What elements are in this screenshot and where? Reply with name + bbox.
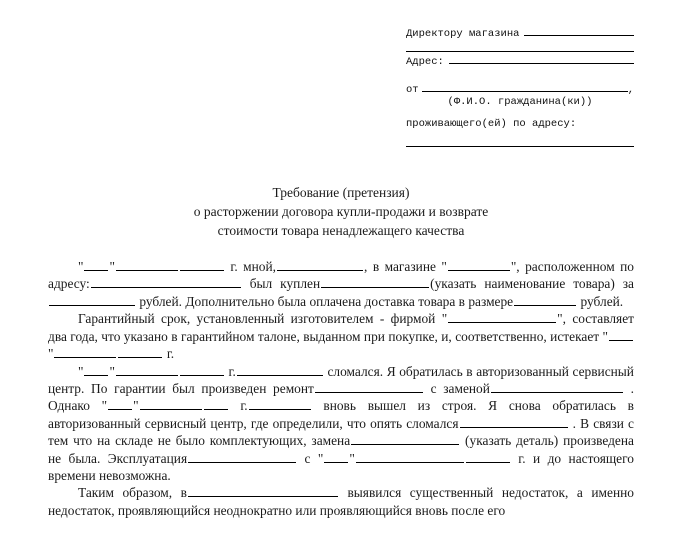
p1-buyer-blank[interactable]: [277, 259, 363, 271]
p1-shop-address-blank[interactable]: [91, 276, 241, 288]
p3-again-day-blank[interactable]: [108, 398, 132, 410]
p4-item-blank[interactable]: [188, 486, 338, 498]
p3-operation-item-blank[interactable]: [188, 451, 296, 463]
title-line-2: о расторжении договора купли-продажи и возврате: [193, 204, 489, 220]
p2-expiry-day-blank[interactable]: [609, 329, 633, 341]
p3-again-year-blank[interactable]: [204, 398, 228, 410]
p1-text-specify-goods: (указать наименование товара) за: [430, 276, 635, 292]
p3-broken-part-blank[interactable]: [460, 416, 568, 428]
p2-text-two-years: ", составляет два года, что указано в гарантийном талоне, выданном при покупке, и, соответственно, истекает ": [48, 311, 634, 344]
p3-replacement-part-blank[interactable]: [351, 433, 459, 445]
p1-delivery-price-blank[interactable]: [514, 294, 576, 306]
addressee-address-label: Адрес:: [406, 55, 444, 68]
paragraph-breakdown: [48, 363, 634, 485]
p3-break-year-blank[interactable]: [180, 364, 224, 376]
p3-text-with-replacement: с заменой: [430, 380, 490, 396]
p3-quote-close-2: ": [133, 398, 139, 414]
applicant-from-label: от: [406, 83, 419, 96]
addressee-director-blank-second[interactable]: [406, 42, 634, 52]
title-line-1: Требование (претензия): [272, 185, 410, 200]
p1-goods-name-blank[interactable]: [321, 276, 429, 288]
p4-text-thus: Таким образом, в: [78, 485, 187, 501]
p1-text-delivery: рублей. Дополнительно была оплачена доставка товара в размере: [139, 293, 514, 309]
p3-quote-close-3: ": [349, 450, 355, 466]
p1-quote-close: ": [109, 259, 115, 274]
applicant-name-blank[interactable]: [422, 82, 628, 92]
p2-manufacturer-blank[interactable]: [448, 311, 556, 323]
addressee-address-row: [406, 54, 634, 68]
p3-text-again-service: вновь вышел из строя. Я снова обратилась в авторизованный сервисный центр, где определили, что опять сломался: [48, 398, 634, 431]
p3-item-blank[interactable]: [237, 364, 323, 376]
p3-text-impossible: г. и до настоящего времени невозможна.: [48, 450, 634, 484]
p1-text-located: ", расположенном по адресу:: [48, 259, 634, 292]
p3-since-day-blank[interactable]: [324, 451, 348, 463]
addressee-director-blank[interactable]: [524, 26, 634, 36]
document-title: [48, 183, 634, 240]
p3-text-since: с ": [304, 450, 324, 466]
header-spacer-one: [406, 70, 634, 82]
p1-day-blank[interactable]: [84, 259, 108, 271]
p2-expiry-year-blank[interactable]: [118, 346, 162, 358]
p3-break-month-blank[interactable]: [116, 364, 178, 376]
addressee-director-row: [406, 26, 634, 40]
p1-text-v-magazine: , в магазине ": [364, 259, 447, 274]
p3-replaced-part-blank[interactable]: [491, 381, 623, 393]
applicant-name-caption: (Ф.И.О. гражданина(ки)): [447, 95, 593, 108]
p1-shop-name-blank[interactable]: [448, 259, 510, 271]
addressee-address-blank[interactable]: [449, 54, 634, 64]
p1-text-rubles: рублей.: [580, 293, 624, 309]
p2-text-god: г.: [166, 346, 175, 362]
applicant-from-comma: ,: [627, 83, 634, 96]
applicant-residence-blank[interactable]: [406, 137, 634, 147]
p1-month-blank[interactable]: [116, 259, 178, 271]
addressee-director-label: Директору магазина: [406, 27, 520, 40]
p4-text-defect: выявился существенный недостаток, а именно недостаток, проявляющийся неоднократно или проявляющийся вновь после его: [48, 485, 634, 518]
p3-text-god-2: г.: [240, 398, 248, 414]
p3-again-month-blank[interactable]: [140, 398, 202, 410]
applicant-residence-label: проживающего(ей) по адресу:: [406, 118, 577, 131]
p1-text-bought: был куплен: [249, 276, 321, 292]
p1-text-god-mnoy: г. мной,: [230, 259, 277, 274]
p1-price-blank[interactable]: [49, 294, 135, 306]
title-line-3: стоимости товара ненадлежащего качества: [217, 223, 465, 239]
addressee-header: [406, 26, 634, 149]
p1-year-blank[interactable]: [180, 259, 224, 271]
p3-text-however: . Однако ": [48, 380, 634, 414]
p1-quote-open: ": [78, 259, 84, 274]
header-spacer-three: [406, 130, 634, 137]
p2-expiry-month-blank[interactable]: [54, 346, 116, 358]
p2-text-warranty-intro: Гарантийный срок, установленный изготовителем - фирмой ": [78, 311, 448, 327]
p2-quote-close: ": [48, 346, 54, 362]
p3-text-no-parts: . В связи с тем что на складе не было комплектующих, замена: [48, 415, 634, 449]
p3-repair-blank[interactable]: [315, 381, 423, 393]
paragraph-conclusion: [48, 484, 634, 519]
applicant-from-row: [406, 82, 634, 96]
p3-text-specify-part: (указать деталь) произведена не была. Эксплуатация: [48, 433, 634, 466]
paragraph-purchase: [48, 258, 634, 310]
p3-break-day-blank[interactable]: [84, 364, 108, 376]
document-body: [48, 258, 634, 519]
p3-since-month-blank[interactable]: [356, 451, 464, 463]
p3-again-item-blank[interactable]: [249, 398, 311, 410]
p3-text-god: г.: [228, 363, 236, 379]
p3-quote-close: ": [109, 363, 115, 379]
paragraph-warranty: [48, 310, 634, 362]
p3-quote-open: ": [78, 363, 84, 379]
p3-since-year-blank[interactable]: [466, 451, 510, 463]
p3-text-broke-service: сломался. Я обратилась в авторизованный сервисный центр. По гарантии был произведен ремонт: [48, 363, 634, 396]
